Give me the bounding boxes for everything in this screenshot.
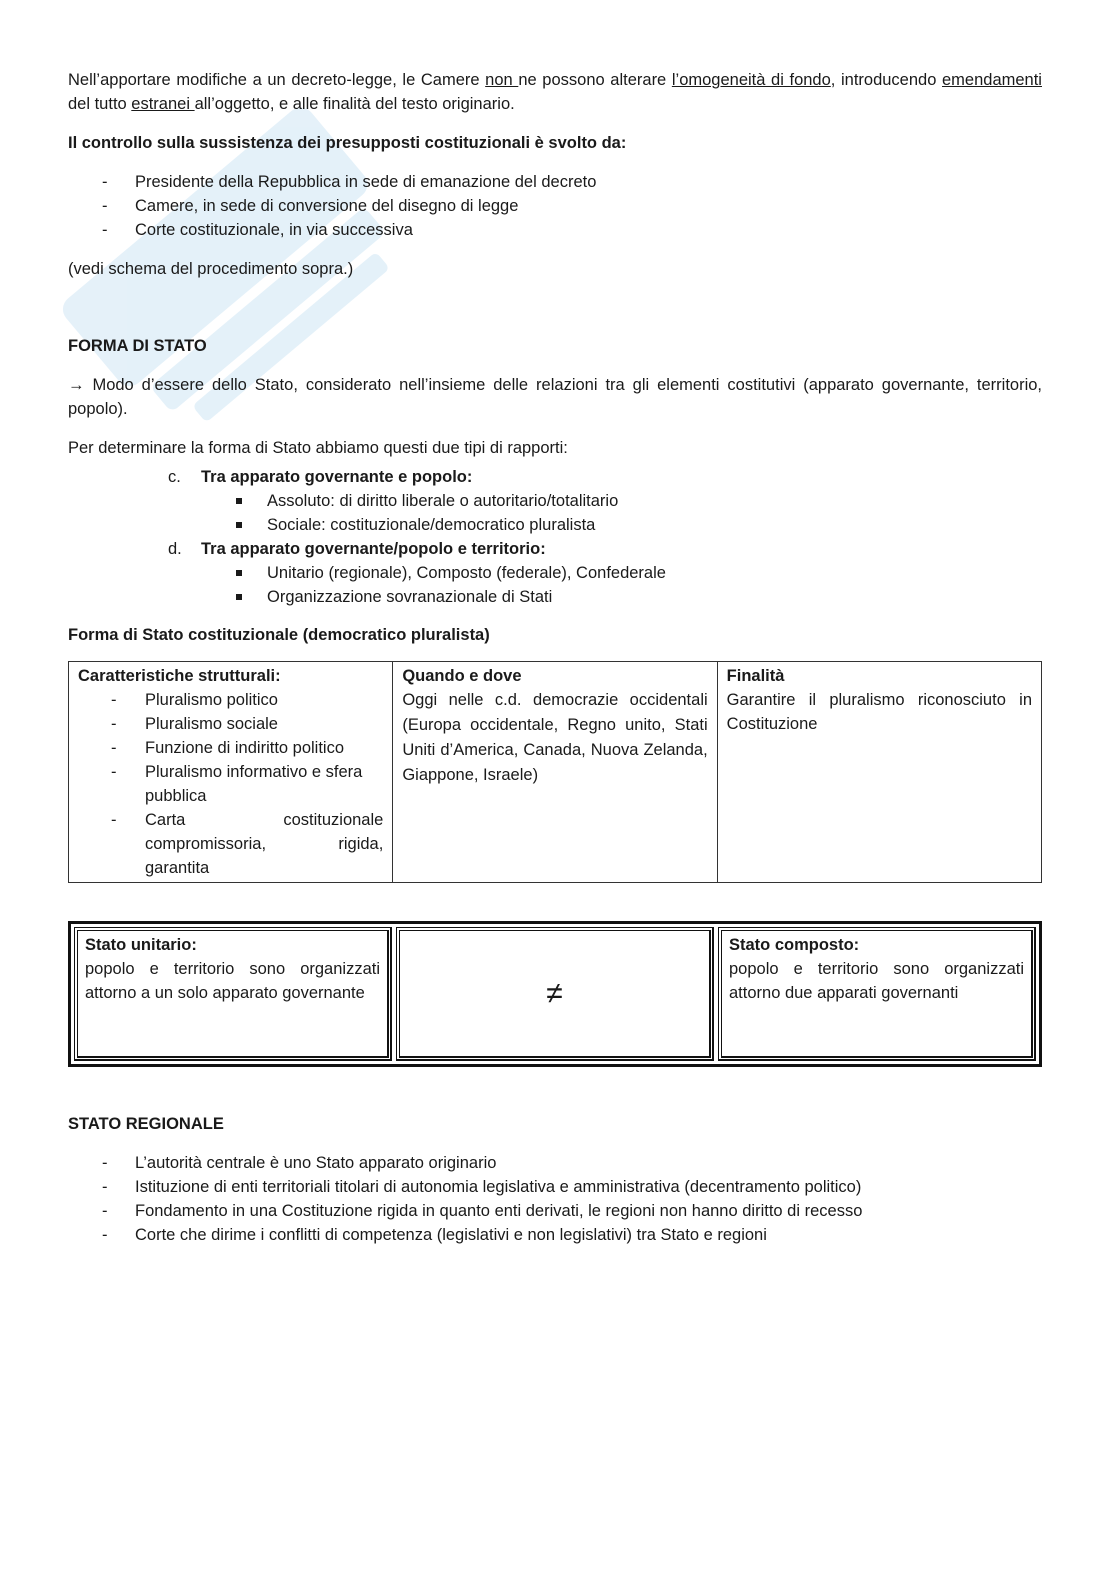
group-title: Tra apparato governante/popolo e territorio: — [201, 540, 546, 558]
schema-note: (vedi schema del procedimento sopra.) — [68, 260, 354, 278]
stato-composto-cell — [718, 927, 1036, 1061]
regionale-heading: STATO REGIONALE — [68, 1115, 224, 1133]
paragraph-modifiche: Nell’apportare modifiche a un decreto-legge, le Camere non ne possono alterare l’omogeneità di fondo, introducendo emendamenti del tutto estranei all’oggetto, e alle finalità del testo originario. — [68, 71, 1042, 113]
group-title: Tra apparato governante e popolo: — [201, 468, 473, 486]
list-item: - Presidente della Repubblica in sede di emanazione del decreto — [102, 170, 1042, 194]
table-row — [69, 662, 1042, 883]
cell-title: Finalità — [726, 667, 785, 685]
underlined-non: non — [485, 71, 519, 89]
cell-text: Oggi nelle c.d. democrazie occidentali (Europa occidentale, Regno unito, Stati Uniti d’America, Canada, Nuova Zelanda, Giappone, Israele) — [402, 691, 708, 784]
list-item: - Carta costituzionale compromissoria, rigida, garantita — [111, 808, 383, 880]
regionale-list — [68, 1151, 1042, 1247]
list-item: Assoluto: di diritto liberale o autoritario/totalitario — [234, 489, 1042, 513]
list-item: - Pluralismo politico — [111, 688, 383, 712]
list-item: - Pluralismo informativo e sfera pubblica — [111, 760, 383, 808]
cell-title: Quando e dove — [402, 667, 522, 685]
cell-title: Stato unitario: — [85, 936, 197, 954]
costituzionale-table — [68, 661, 1042, 883]
list-item: - Corte costituzionale, in via successiva — [102, 218, 1042, 242]
costituzionale-heading: Forma di Stato costituzionale (democratico pluralista) — [68, 626, 490, 644]
list-marker: c. — [168, 468, 181, 486]
underlined-emendamenti: emendamenti — [942, 71, 1042, 89]
sub-list — [201, 561, 1042, 609]
list-item: - Funzione di indiritto politico — [111, 736, 383, 760]
caratteristiche-list — [78, 688, 383, 880]
cell-title: Stato composto: — [729, 936, 860, 954]
cell-text: Garantire il pluralismo riconosciuto in Costituzione — [726, 691, 1032, 733]
list-item: - L’autorità centrale è uno Stato apparato originario — [102, 1151, 1042, 1175]
list-item: - Fondamento in una Costituzione rigida in quanto enti derivati, le regioni non hanno diritto di recesso — [102, 1199, 1042, 1223]
cell-title: Caratteristiche strutturali: — [78, 667, 281, 685]
stato-unitario-cell — [74, 927, 392, 1061]
list-item: - Corte che dirime i conflitti di competenza (legislativi e non legislativi) tra Stato e regioni — [102, 1223, 1042, 1247]
list-item — [168, 537, 1042, 609]
list-item: - Istituzione di enti territoriali titolari di autonomia legislativa e amministrativa (decentramento politico) — [102, 1175, 1042, 1199]
table-cell-quando — [393, 662, 717, 883]
underlined-omogeneita: l’omogeneità di fondo — [671, 71, 831, 89]
list-item: Unitario (regionale), Composto (federale), Confederale — [234, 561, 1042, 585]
cell-text: popolo e territorio sono organizzati attorno a un solo apparato governante — [85, 960, 380, 1002]
sub-list — [201, 489, 1042, 537]
list-item: - Pluralismo sociale — [111, 712, 383, 736]
list-item: - Camere, in sede di conversione del disegno di legge — [102, 194, 1042, 218]
controllo-heading: Il controllo sulla sussistenza dei presupposti costituzionali è svolto da: — [68, 134, 627, 152]
not-equal-icon: ≠ — [546, 976, 563, 1010]
table-cell-caratteristiche — [69, 662, 393, 883]
controllo-list — [68, 170, 1042, 242]
forma-intro: Per determinare la forma di Stato abbiamo questi due tipi di rapporti: — [68, 439, 568, 457]
forma-definition: → Modo d’essere dello Stato, considerato nell’insieme delle relazioni tra gli elementi costitutivi (apparato governante, territorio, popolo). — [68, 376, 1042, 418]
list-marker: d. — [168, 540, 182, 558]
rapporti-list — [68, 465, 1042, 609]
document-page — [68, 68, 1042, 1247]
list-item: Sociale: costituzionale/democratico pluralista — [234, 513, 1042, 537]
confronto-box — [68, 921, 1042, 1067]
not-equal-cell — [396, 927, 714, 1061]
forma-heading: FORMA DI STATO — [68, 337, 207, 355]
cell-text: popolo e territorio sono organizzati attorno due apparati governanti — [729, 960, 1024, 1002]
table-cell-finalita — [717, 662, 1041, 883]
underlined-estranei: estranei — [131, 95, 195, 113]
list-item — [168, 465, 1042, 537]
arrow-icon: → — [68, 376, 85, 394]
list-item: Organizzazione sovranazionale di Stati — [234, 585, 1042, 609]
